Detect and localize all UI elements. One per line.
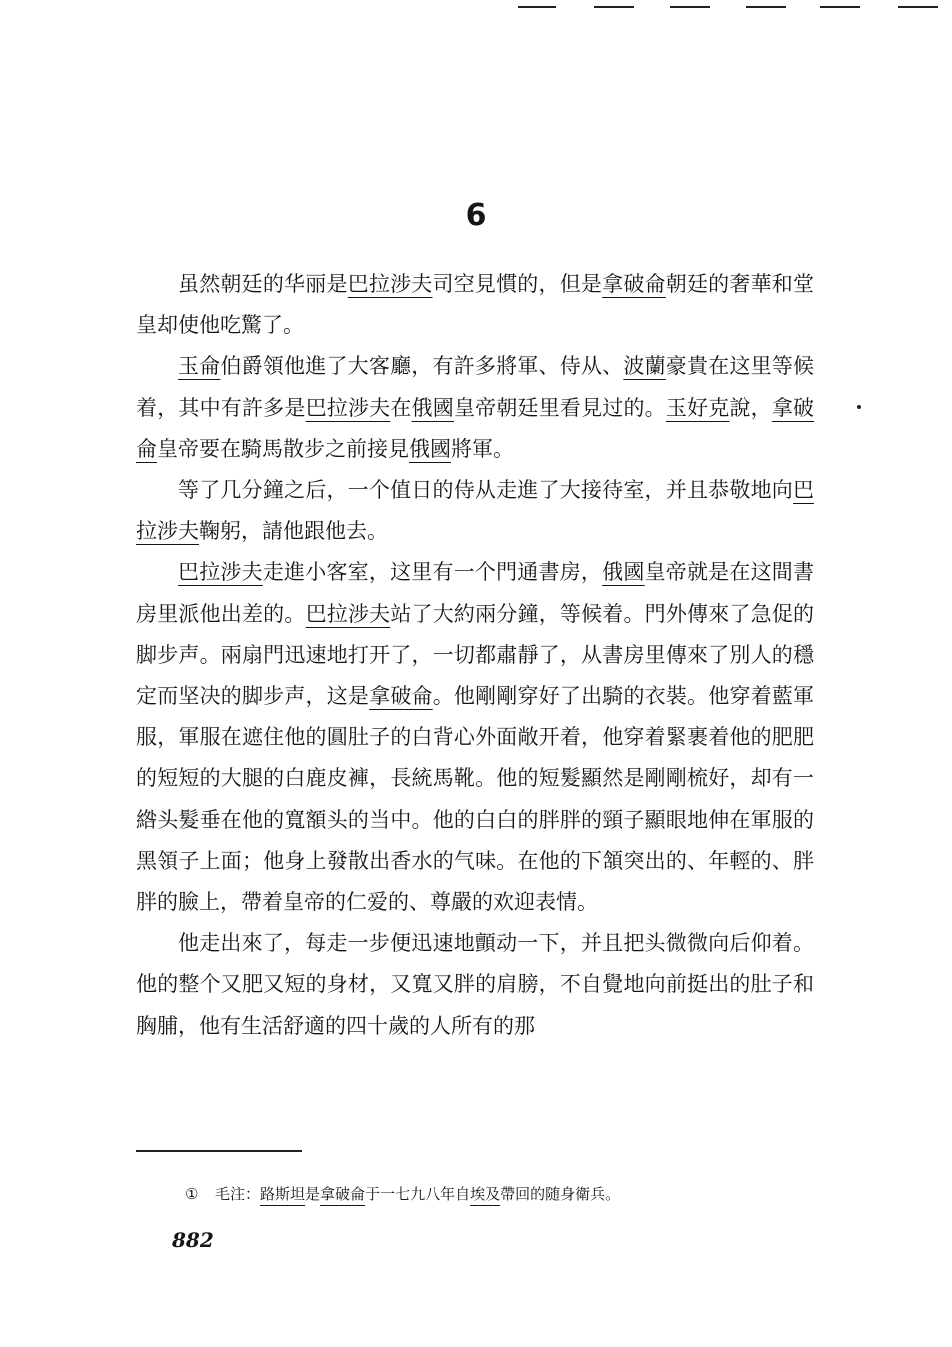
paragraph-text-run: 司空見慣的，但是	[432, 272, 603, 296]
paragraph-proper-name: 玉侖	[178, 354, 221, 379]
paragraph-text-run: 伯爵領他進了大客廳，有許多將軍、侍从、	[220, 354, 624, 379]
paragraph-proper-name: 俄國	[409, 436, 451, 461]
footnote-text-run: 帶回的随身衛兵。	[500, 1185, 621, 1203]
paragraph-text-run: 皇帝要在騎馬散步之前接見	[157, 436, 409, 461]
paragraph-text-run: 皇帝就是在这間書房里派他出差的。	[136, 560, 815, 626]
paragraph-text-run: 他走出來了，每走一步便迅速地顫动一下，并且把头微微向后仰着。他的整个又肥又短的身材，又寬又胖的肩膀，不自覺地向前挺出的肚子和胸脯，他有生活舒適的四十歲的人所有的那	[136, 931, 814, 1038]
footnote-text-run: 毛注：	[215, 1185, 261, 1203]
footnote-text-run: 是	[305, 1185, 321, 1203]
paragraph-text-run: 豪貴在这里等候着，其中有許多是	[136, 354, 815, 420]
paragraph-proper-name: 俄國	[602, 560, 645, 585]
body-text	[136, 264, 814, 1047]
paragraph-proper-name: 巴拉涉夫	[347, 272, 433, 296]
paragraph	[136, 470, 814, 552]
paragraph-text-run: 站了大約兩分鐘，等候着。門外傳來了急促的脚步声。兩扇門迅速地打开了，一切都肅靜了，从書房里傳來了別人的穩定而坚决的脚步声，这是	[136, 601, 815, 709]
footnote-marker: ①	[185, 1185, 199, 1203]
paragraph-proper-name: 巴拉涉夫	[136, 478, 814, 544]
paragraph-proper-name: 拿破侖	[369, 684, 433, 709]
paragraph-proper-name: 巴拉涉夫	[305, 395, 391, 420]
scan-speck	[857, 405, 861, 409]
paragraph-text-run: 將軍。	[451, 436, 514, 461]
paragraph-text-run: 等了几分鐘之后，一个值日的侍从走進了大接待室，并且恭敬地向	[178, 478, 793, 503]
paragraph	[136, 552, 814, 923]
paragraph-text-run: 朝廷的奢華和堂皇却使他吃驚了。	[136, 272, 815, 338]
page-number: 882	[172, 1228, 214, 1252]
paragraph-proper-name: 玉好克	[665, 395, 730, 420]
footnote-proper-name: 拿破侖	[320, 1185, 366, 1203]
footnote-proper-name: 路斯坦	[260, 1185, 306, 1203]
paragraph-text-run: 鞠躬，請他跟他去。	[199, 519, 388, 544]
paragraph-text-run: 走進小客室，这里有一个門通書房，	[262, 560, 603, 585]
footnote	[185, 1183, 805, 1205]
paragraph	[136, 923, 814, 1047]
paragraph-text-run: 。他剛剛穿好了出騎的衣裝。他穿着藍軍服，軍服在遮住他的圓肚子的白背心外面敞开着，他穿着緊裹着他的肥肥的短短的大腿的白鹿皮褲，長統馬靴。他的短髮顯然是剛剛梳好，却有一綹头髮垂在他的寬額头的当中。他的白白的胖胖的頸子顯眼地伸在軍服的黑領子上面；他身上發散出香水的气味。在他的下頷突出的、年輕的、胖胖的臉上，帶着皇帝的仁爱的、尊嚴的欢迎表情。	[136, 684, 815, 915]
paragraph	[136, 264, 814, 346]
paragraph-proper-name: 拿破侖	[136, 395, 815, 461]
paragraph-text-run: 說，	[729, 395, 772, 420]
paragraph-text-run: 皇帝朝廷里看見过的。	[453, 395, 666, 420]
footnote-text-run: 于一七九八年自	[365, 1185, 471, 1203]
top-scan-marks	[0, 0, 952, 12]
footnote-proper-name: 埃及	[470, 1185, 501, 1203]
paragraph-proper-name: 俄國	[411, 395, 454, 420]
paragraph-proper-name: 波蘭	[623, 354, 666, 379]
paragraph-text-run: 虽然朝廷的华丽是	[178, 272, 348, 296]
paragraph-proper-name: 拿破侖	[602, 272, 666, 296]
footnote-text	[215, 1185, 620, 1203]
paragraph-text-run: 在	[390, 395, 412, 420]
chapter-number: 6	[465, 198, 487, 233]
paragraph	[136, 346, 814, 470]
paragraph-proper-name: 巴拉涉夫	[178, 560, 263, 585]
paragraph-proper-name: 巴拉涉夫	[305, 601, 391, 626]
footnote-separator	[136, 1150, 302, 1152]
